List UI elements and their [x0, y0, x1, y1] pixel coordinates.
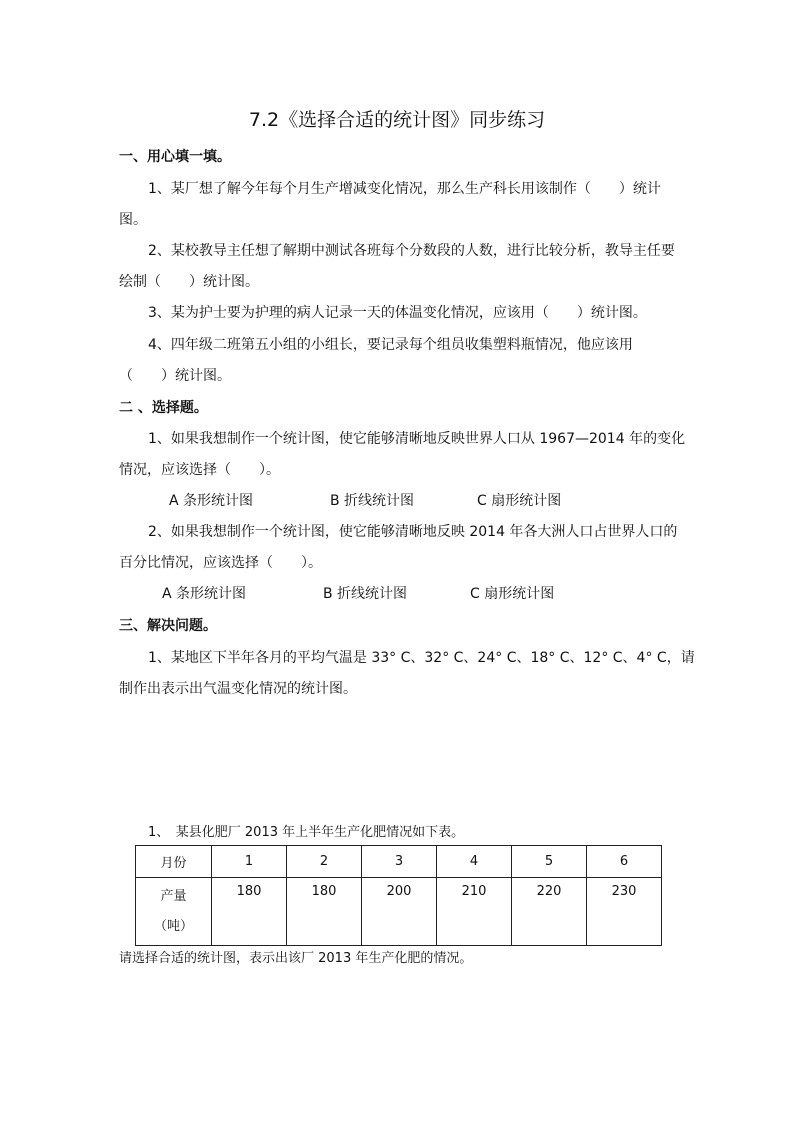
page-title: 7.2《选择合适的统计图》同步练习	[248, 109, 546, 131]
s3-q1-line2: 制作出表示出气温变化情况的统计图。	[119, 681, 357, 697]
s2-q2-line1: 2、如果我想制作一个统计图，使它能够清晰地反映 2014 年各大洲人口占世界人口的	[148, 524, 678, 540]
section-1-heading: 一、用心填一填。	[119, 149, 231, 165]
output-unit: （吨）	[153, 918, 193, 934]
s1-q3-line1: 3、某为护士要为护理的病人记录一天的体温变化情况，应该用（ ）统计图。	[148, 305, 647, 321]
table-cell: 1	[212, 846, 287, 878]
production-table	[135, 845, 662, 946]
s2-q1-option-a: A 条形统计图	[169, 493, 254, 509]
s1-q1-line1: 1、某厂想了解今年每个月生产增减变化情况，那么生产科长用该制作（ ）统计	[148, 181, 661, 197]
s1-q2-line1: 2、某校教导主任想了解期中测试各班每个分数段的人数，进行比较分析，教导主任要	[148, 243, 675, 259]
s1-q4-line1: 4、四年级二班第五小组的小组长，要记录每个组员收集塑料瓶情况，他应该用	[148, 337, 633, 353]
table-cell: 230	[587, 878, 662, 946]
output-label: 产量	[160, 888, 187, 904]
s3-q2-intro: 1、 某县化肥厂 2013 年上半年生产化肥情况如下表。	[148, 825, 465, 840]
table-cell: 180	[212, 878, 287, 946]
s3-q2-after: 请选择合适的统计图，表示出该厂 2013 年生产化肥的情况。	[119, 951, 473, 966]
table-row	[136, 878, 662, 946]
table-cell: 210	[437, 878, 512, 946]
table-row	[136, 846, 662, 878]
s1-q1-line2: 图。	[119, 212, 147, 228]
table-cell: 5	[512, 846, 587, 878]
s2-q1-line2: 情况，应该选择（ ）。	[119, 462, 280, 478]
s2-q2-option-b: B 折线统计图	[323, 586, 408, 602]
s2-q1-line1: 1、如果我想制作一个统计图，使它能够清晰地反映世界人口从 1967—2014 年的变化	[148, 431, 686, 447]
table-cell: 200	[362, 878, 437, 946]
section-3-heading: 三、解决问题。	[119, 618, 217, 634]
table-cell: 3	[362, 846, 437, 878]
s1-q4-line2: （ ）统计图。	[119, 368, 231, 384]
section-2-heading: 二 、选择题。	[119, 400, 208, 416]
s1-q2-line2: 绘制（ ）统计图。	[119, 274, 259, 290]
table-cell: 6	[587, 846, 662, 878]
table-cell: 180	[287, 878, 362, 946]
table-header-month: 月份	[136, 846, 212, 878]
s3-q1-line1: 1、某地区下半年各月的平均气温是 33° C、32° C、24° C、18° C、12° C、4° C，请	[148, 650, 695, 666]
table-cell: 220	[512, 878, 587, 946]
table-header-output	[136, 878, 212, 946]
s2-q1-option-c: C 扇形统计图	[477, 493, 562, 509]
s2-q1-option-b: B 折线统计图	[330, 493, 415, 509]
s2-q2-option-c: C 扇形统计图	[470, 586, 555, 602]
s2-q2-line2: 百分比情况，应该选择（ ）。	[119, 555, 322, 571]
table-cell: 4	[437, 846, 512, 878]
table-cell: 2	[287, 846, 362, 878]
s2-q2-option-a: A 条形统计图	[162, 586, 247, 602]
